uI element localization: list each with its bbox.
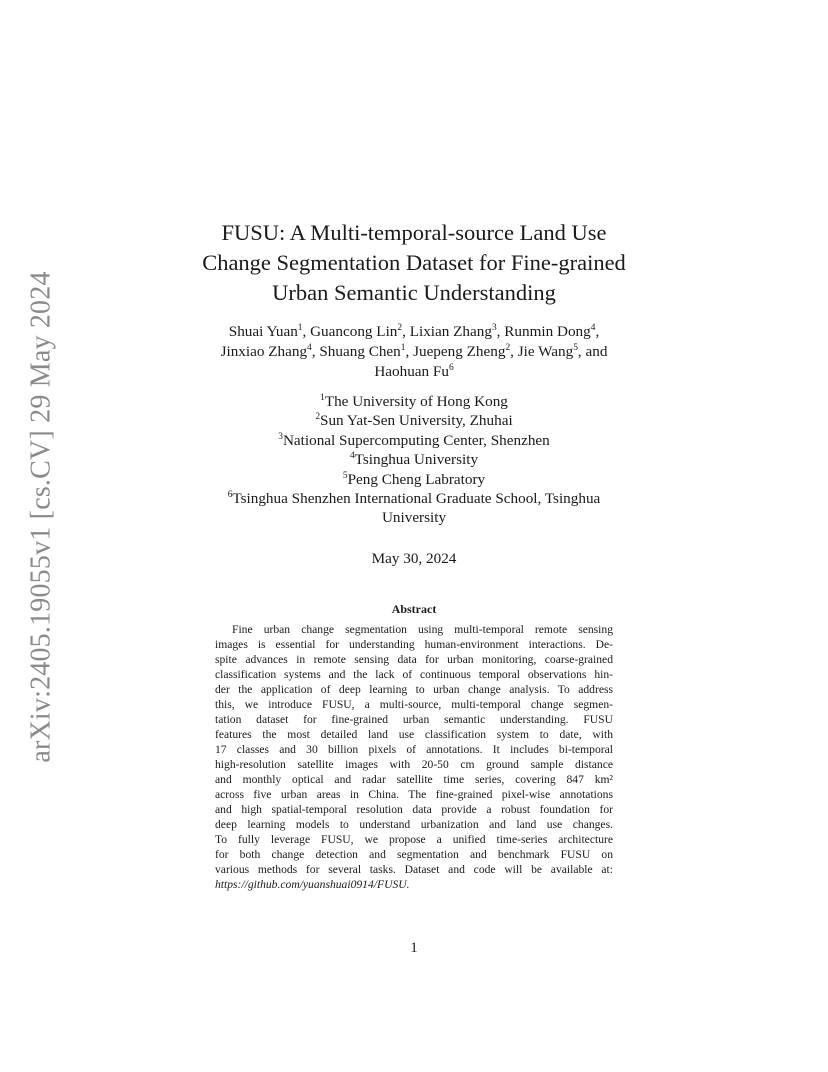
paper-title <box>100 218 728 308</box>
author-name: Shuang Chen <box>319 343 401 360</box>
abstract-line: spite advances in remote sensing data for urban monitoring, coarse-grained <box>215 653 613 666</box>
abstract-line: features the most detailed land use classification system to date, with <box>215 728 613 741</box>
affiliation-mark: 5 <box>342 470 348 481</box>
author-affiliation-mark: 1 <box>297 322 303 333</box>
author-line <box>120 322 708 342</box>
arxiv-identifier: arXiv:2405.19055v1 [cs.CV] 29 May 2024 <box>26 271 58 763</box>
author-separator: , <box>405 343 414 360</box>
author-name: Jinxiao Zhang <box>220 343 308 360</box>
author-line <box>120 342 708 362</box>
affiliation-name: University <box>381 509 447 527</box>
author-name: Guancong Lin <box>310 323 398 340</box>
abstract-line: various methods for several tasks. Dataset and code will be available at: <box>215 863 613 876</box>
author-separator: , <box>302 323 311 340</box>
author-separator: , and <box>577 343 608 360</box>
affiliation-name: The University of Hong Kong <box>324 393 508 410</box>
author-affiliation-mark: 6 <box>448 362 454 373</box>
title-line: Urban Semantic Understanding <box>272 280 556 305</box>
affiliation-list <box>120 392 708 528</box>
abstract-line: deep learning models to understand urbanization and land use changes. <box>215 818 613 831</box>
page-number: 1 <box>410 940 418 956</box>
affiliation-name: Tsinghua University <box>354 451 479 469</box>
affiliation <box>120 489 708 508</box>
abstract-line: 17 classes and 30 billion pixels of annotations. It includes bi-temporal <box>215 743 613 756</box>
affiliation-mark: 1 <box>320 392 325 403</box>
arxiv-side-stamp <box>20 271 64 763</box>
affiliation-mark: 2 <box>315 412 321 423</box>
abstract-body <box>215 622 613 892</box>
affiliation <box>120 470 708 489</box>
abstract-line: for both change detection and segmentation and benchmark FUSU on <box>215 848 613 861</box>
affiliation <box>120 392 708 411</box>
author-name: Juepeng Zheng <box>413 343 506 360</box>
affiliation <box>120 431 708 450</box>
abstract-line: high-resolution satellite images with 20-50 cm ground sample distance <box>215 758 613 771</box>
author-name: Runmin Dong <box>504 323 591 340</box>
title-line: Change Segmentation Dataset for Fine-grained <box>202 250 626 275</box>
title-line: FUSU: A Multi-temporal-source Land Use <box>221 220 607 245</box>
author-affiliation-mark: 4 <box>590 322 596 333</box>
author-separator: , <box>496 323 505 340</box>
author-name: Haohuan Fu <box>374 363 449 380</box>
author-affiliation-mark: 5 <box>573 342 578 353</box>
affiliation-name: Sun Yat-Sen University, Zhuhai <box>320 412 513 430</box>
affiliation-name: Peng Cheng Labratory <box>347 470 486 488</box>
author-list <box>120 322 708 382</box>
affiliation-mark: 4 <box>349 451 355 462</box>
author-separator: , <box>595 323 600 340</box>
abstract-line: this, we introduce FUSU, a multi-source, multi-temporal change segmen- <box>215 698 613 711</box>
author-separator: , <box>311 343 320 360</box>
affiliation-mark: 3 <box>278 431 283 442</box>
abstract-line: and monthly optical and radar satellite time series, covering 847 km² <box>215 773 613 786</box>
dataset-link[interactable]: https://github.com/yuanshuai0914/FUSU. <box>215 878 410 891</box>
affiliation <box>120 508 708 527</box>
author-affiliation-mark: 2 <box>505 342 511 353</box>
author-separator: , <box>510 343 518 360</box>
affiliation <box>120 411 708 430</box>
abstract-line: and high spatial-temporal resolution data provide a robust foundation for <box>215 803 613 816</box>
abstract-line: der the application of deep learning to urban change analysis. To address <box>215 683 613 696</box>
author-name: Lixian Zhang <box>409 323 492 340</box>
abstract-line: across five urban areas in China. The fine-grained pixel-wise annotations <box>215 788 613 801</box>
author-name: Shuai Yuan <box>228 323 298 340</box>
author-separator: , <box>402 323 410 340</box>
abstract-line: Fine urban change segmentation using multi-temporal remote sensing <box>232 623 613 636</box>
affiliation-name: National Supercomputing Center, Shenzhen <box>282 431 550 449</box>
abstract-line: To fully leverage FUSU, we propose a unified time-series architecture <box>215 833 613 846</box>
author-name: Jie Wang <box>517 343 574 360</box>
publication-date: May 30, 2024 <box>371 550 457 567</box>
abstract-line: images is essential for understanding human-environment interactions. De- <box>215 638 613 651</box>
abstract-heading: Abstract <box>391 602 437 616</box>
affiliation <box>120 450 708 469</box>
author-line <box>120 362 708 382</box>
author-affiliation-mark: 4 <box>307 342 312 353</box>
author-affiliation-mark: 3 <box>491 322 497 333</box>
author-affiliation-mark: 1 <box>400 342 406 353</box>
abstract-line: tation dataset for fine-grained urban semantic understanding. FUSU <box>215 713 613 726</box>
abstract-line: classification systems and the lack of continuous temporal observations hin- <box>215 668 613 681</box>
author-affiliation-mark: 2 <box>397 322 403 333</box>
affiliation-name: Tsinghua Shenzhen International Graduate School, Tsinghua <box>232 490 601 508</box>
affiliation-mark: 6 <box>227 489 233 500</box>
